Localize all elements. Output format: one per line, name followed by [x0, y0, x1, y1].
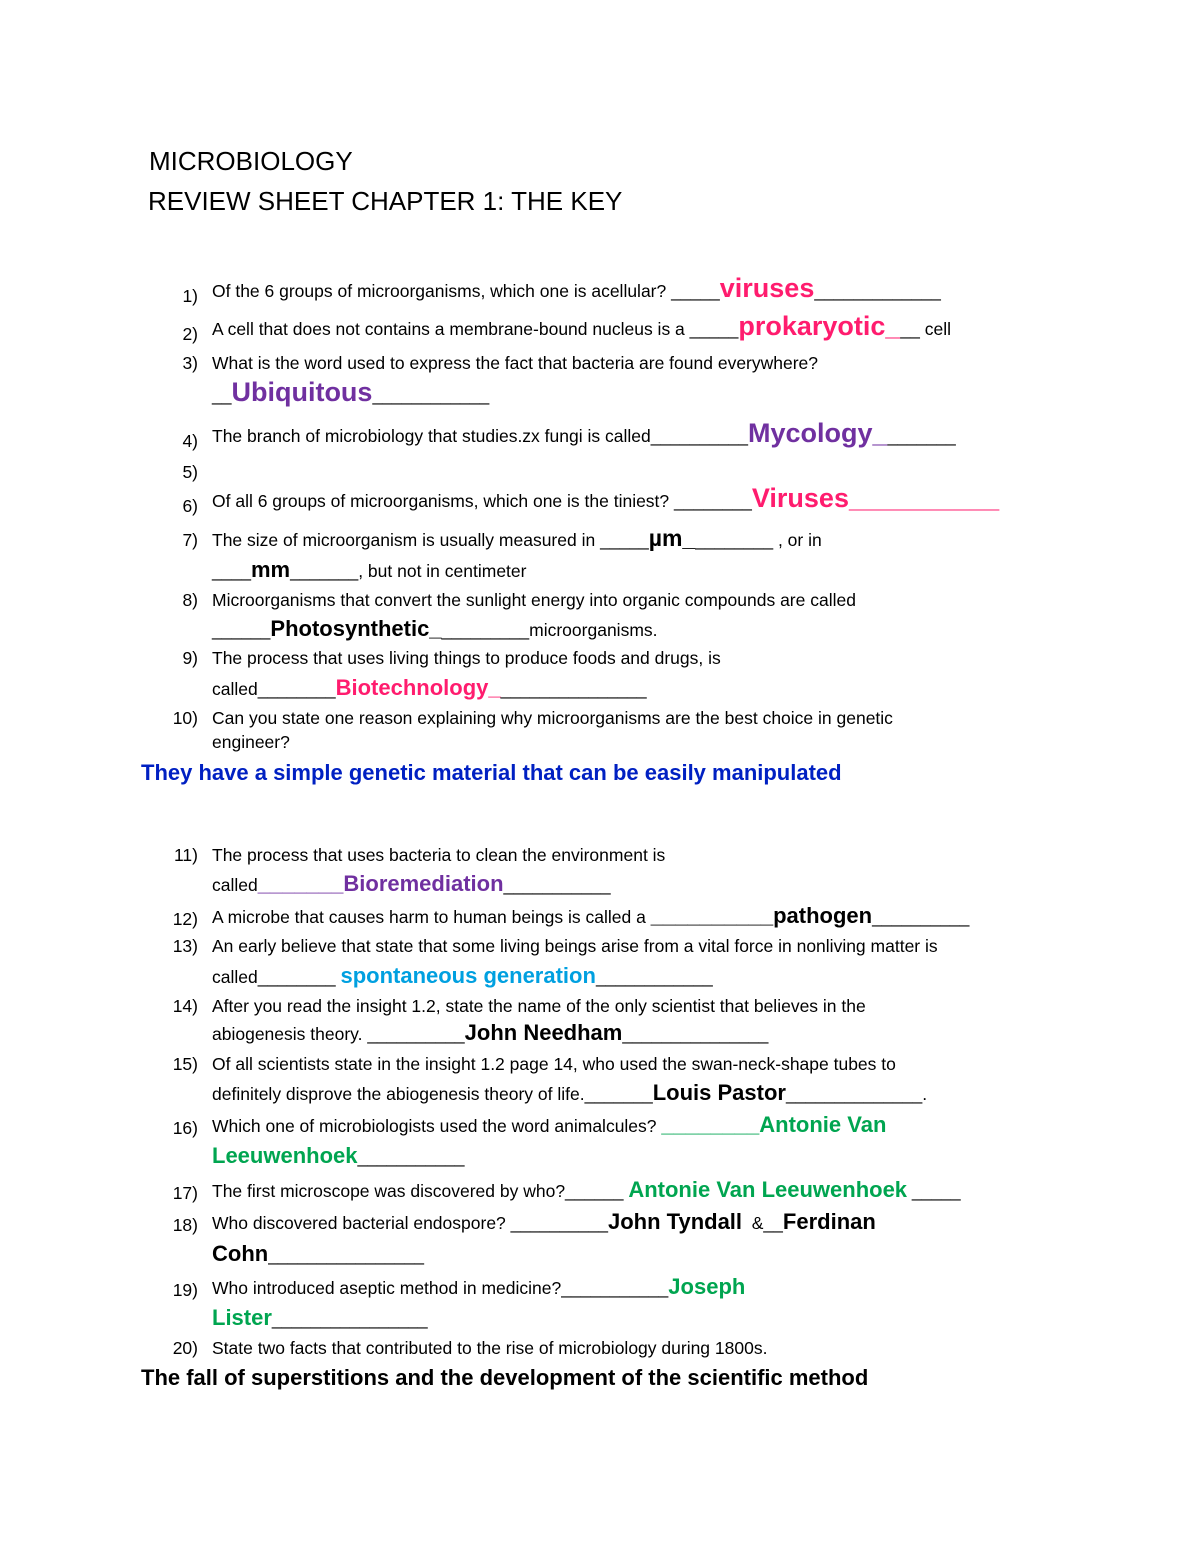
question-16-text: Which one of microbiologists used the word animalcules?	[212, 1116, 662, 1136]
question-10-number: 10)	[172, 708, 198, 728]
question-14-blank: _______________	[622, 1024, 769, 1044]
question-13-answer: spontaneous generation	[340, 963, 596, 988]
question-7-answer-2: mm	[250, 557, 291, 582]
question-13-line2	[212, 964, 713, 989]
question-15-text: Of all scientists state in the insight 1.2 page 14, who used the swan-neck-shape tubes to	[212, 1054, 896, 1074]
question-12	[212, 904, 969, 929]
question-18-answer-2: Ferdinan	[782, 1209, 876, 1234]
question-12-answer: __________pathogen	[650, 903, 873, 928]
question-6-answer: Viruses	[751, 483, 849, 513]
question-19-number: 19)	[172, 1280, 198, 1300]
question-8-answer: Photosynthetic_	[270, 616, 442, 641]
question-17-number: 17)	[172, 1183, 198, 1203]
question-17-text: The first microscope was discovered by who?______	[212, 1181, 629, 1201]
question-9-called: called________	[212, 679, 336, 699]
question-18-line2	[212, 1242, 424, 1267]
question-4-blank: _______	[887, 426, 956, 446]
question-16	[212, 1113, 886, 1138]
question-2-post: __ cell	[900, 319, 951, 339]
question-11-blank: ___________	[503, 875, 611, 895]
question-11-text: The process that uses bacteria to clean the environment is	[212, 845, 666, 865]
question-6-number: 6)	[182, 496, 198, 516]
question-1-number: 1)	[182, 286, 198, 306]
question-15-answer: Louis Pastor	[652, 1080, 786, 1105]
question-10-text: Can you state one reason explaining why microorganisms are the best choice in genetic	[212, 708, 893, 728]
question-3-answer: Ubiquitous	[231, 377, 373, 407]
question-18-joiner: &__	[742, 1213, 783, 1233]
question-10-text-2: engineer?	[212, 732, 290, 752]
question-16-answer: ________Antonie Van	[661, 1112, 887, 1137]
question-20-text: State two facts that contributed to the rise of microbiology during 1800s.	[212, 1338, 768, 1358]
question-19	[212, 1275, 745, 1300]
header-subject: MICROBIOLOGY	[149, 146, 353, 176]
question-7-blank-pre: ____	[212, 561, 251, 581]
question-8-blank-pre: ______	[212, 620, 271, 640]
question-1-answer: viruses	[719, 273, 815, 303]
question-14-text-2: abiogenesis theory. __________	[212, 1024, 465, 1044]
question-7	[212, 526, 822, 552]
question-13-blank: ____________	[595, 967, 713, 987]
question-15-line2	[212, 1081, 927, 1106]
question-9-line2	[212, 676, 647, 701]
question-16-blank: ___________	[357, 1147, 465, 1167]
question-4-number: 4)	[182, 431, 198, 451]
question-9-number: 9)	[182, 648, 198, 668]
question-9-answer: Biotechnology_	[335, 675, 501, 700]
question-14-number: 14)	[172, 996, 198, 1016]
question-13-number: 13)	[172, 936, 198, 956]
question-3-blank-post: ____________	[372, 385, 490, 405]
question-3-answer-line	[212, 377, 490, 407]
question-17	[212, 1178, 961, 1203]
question-16-number: 16)	[172, 1118, 198, 1138]
question-16-line2	[212, 1144, 465, 1169]
question-2	[212, 311, 951, 341]
question-2-number: 2)	[182, 324, 198, 344]
question-16-answer-2: Leeuwenhoek	[212, 1143, 358, 1168]
question-7-answer: µm_	[648, 525, 696, 551]
question-4-text: The branch of microbiology that studies.zx fungi is called__________	[212, 426, 749, 446]
question-4	[212, 418, 956, 448]
question-12-number: 12)	[172, 909, 198, 929]
question-8-number: 8)	[182, 590, 198, 610]
question-7-number: 7)	[182, 530, 198, 550]
question-6-blank: __________	[848, 483, 1000, 513]
question-12-blank: __________	[872, 907, 970, 927]
question-7-line2	[212, 558, 526, 583]
question-12-text: A microbe that causes harm to human beings is called a	[212, 907, 651, 927]
question-1-blank: _____________	[814, 281, 941, 301]
question-19-line2	[212, 1306, 428, 1331]
question-13-called: called________	[212, 967, 341, 987]
question-14-line2	[212, 1021, 768, 1046]
question-8-text: Microorganisms that convert the sunlight energy into organic compounds are called	[212, 590, 856, 610]
question-18	[212, 1210, 876, 1235]
question-3-text: What is the word used to express the fact that bacteria are found everywhere?	[212, 353, 819, 373]
question-8-line2-text: _________microorganisms.	[441, 620, 658, 640]
header-title: REVIEW SHEET CHAPTER 1: THE KEY	[148, 186, 623, 216]
question-4-answer: Mycology_	[748, 418, 888, 448]
question-15-blank: ______________.	[785, 1084, 928, 1104]
question-7-text: The size of microorganism is usually measured in _____	[212, 530, 649, 550]
question-11-answer: _______Bioremediation	[257, 871, 504, 896]
question-19-answer: Joseph	[668, 1274, 746, 1299]
question-13-text: An early believe that state that some living beings arise from a vital force in nonliving matter is	[212, 936, 938, 956]
question-17-answer: Antonie Van Leeuwenhoek	[628, 1177, 908, 1202]
question-19-blank: ________________	[271, 1309, 428, 1329]
question-20-number: 20)	[172, 1338, 198, 1358]
question-3-number: 3)	[182, 353, 198, 373]
question-18-blank: ________________	[268, 1245, 424, 1265]
question-7-line2-text: _______, but not in centimeter	[290, 561, 527, 581]
question-3-blank-pre: __	[212, 385, 232, 405]
question-18-text: Who discovered bacterial endospore? __________	[212, 1213, 608, 1233]
question-14-answer: John Needham	[464, 1020, 623, 1045]
question-15-number: 15)	[172, 1054, 198, 1074]
question-19-answer-2: Lister	[212, 1305, 272, 1330]
question-20-answer: The fall of superstitions and the development of the scientific method	[141, 1365, 869, 1390]
question-18-answer-3: Cohn	[212, 1241, 269, 1266]
question-18-number: 18)	[172, 1215, 198, 1235]
question-9-blank: _______________	[500, 679, 647, 699]
question-19-text: Who introduced aseptic method in medicine?___________	[212, 1278, 669, 1298]
question-2-answer: prokaryotic_	[738, 311, 901, 341]
question-6-text: Of all 6 groups of microorganisms, which one is the tiniest? ________	[212, 491, 752, 511]
question-18-answer: John Tyndall	[607, 1209, 743, 1234]
question-2-text: A cell that does not contains a membrane-bound nucleus is a _____	[212, 319, 739, 339]
question-15-text-2: definitely disprove the abiogenesis theory of life._______	[212, 1084, 653, 1104]
question-6	[212, 483, 1000, 513]
question-10-answer: They have a simple genetic material that can be easily manipulated	[141, 760, 842, 785]
question-1-text: Of the 6 groups of microorganisms, which one is acellular? _____	[212, 281, 720, 301]
question-11-line2	[212, 872, 611, 897]
question-17-blank: _____	[907, 1181, 961, 1201]
question-11-called: called	[212, 875, 258, 895]
question-9-text: The process that uses living things to produce foods and drugs, is	[212, 648, 721, 668]
question-11-number: 11)	[174, 845, 198, 865]
question-1	[212, 273, 941, 303]
question-8-line2	[212, 617, 658, 642]
question-5-number: 5)	[182, 462, 198, 482]
question-14-text: After you read the insight 1.2, state the name of the only scientist that believes in the	[212, 996, 866, 1016]
question-7-post: ________ , or in	[695, 530, 822, 550]
